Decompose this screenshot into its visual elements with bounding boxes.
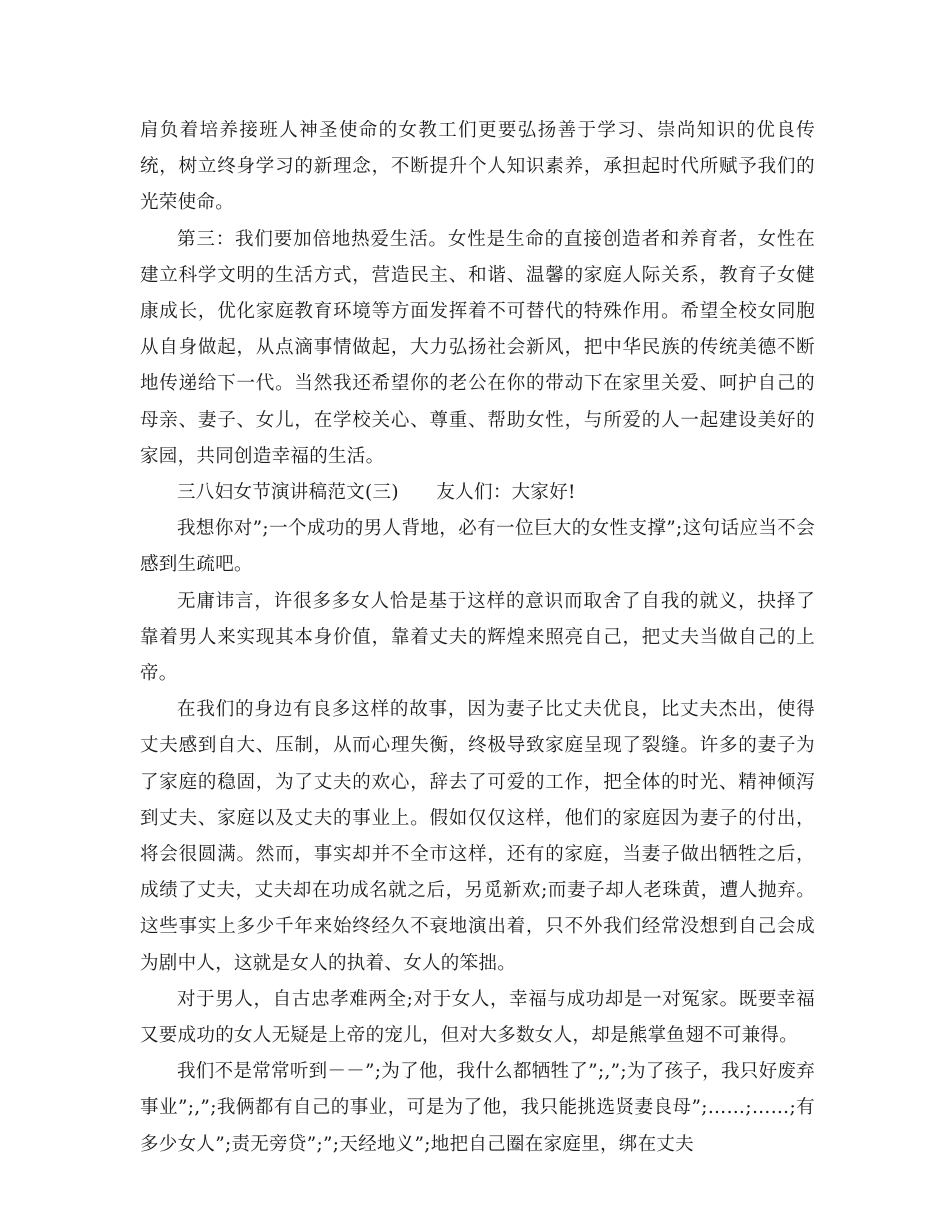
paragraph-6: 在我们的身边有良多这样的故事，因为妻子比丈夫优良，比丈夫杰出，使得丈夫感到自大、压制，从而心理失衡，终极导致家庭呈现了裂缝。许多的妻子为了家庭的稳固，为了丈夫的欢心，辞去了可爱的工作，把全体的时光、精神倾泻到丈夫、家庭以及丈夫的事业上。假如仅仅这样，他们的家庭因为妻子的付出，将会很圆满。然而，事实却并不全市这样，还有的家庭，当妻子做出牺牲之后，成绩了丈夫，丈夫却在功成名就之后，另觅新欢;而妻子却人老珠黄，遭人抛弃。这些事实上多少千年来始终经久不衰地演出着，只不外我们经常没想到自己会成为剧中人，这就是女人的执着、女人的笨拙。 [140, 699, 815, 974]
speech-heading: 三八妇女节演讲稿范文(三) 友人们：大家好! [177, 482, 576, 504]
document-body [140, 113, 815, 1163]
paragraph-7: 对于男人，自古忠孝难两全;对于女人，幸福与成功却是一对冤家。既要幸福又要成功的女人无疑是上帝的宠儿，但对大多数女人，却是熊掌鱼翅不可兼得。 [140, 988, 815, 1047]
paragraph-4: 我想你对”;一个成功的男人背地，必有一位巨大的女性支撑”;这句话应当不会感到生疏吧。 [140, 518, 815, 576]
paragraph-5: 无庸讳言，许很多多女人恰是基于这样的意识而取舍了自我的就义，抉择了靠着男人来实现其本身价值，靠着丈夫的辉煌来照亮自己，把丈夫当做自己的上帝。 [140, 590, 815, 685]
paragraph-2: 第三：我们要加倍地热爱生活。女性是生命的直接创造者和养育者，女性在建立科学文明的生活方式，营造民主、和谐、温馨的家庭人际关系，教育子女健康成长，优化家庭教育环境等方面发挥着不可替代的特殊作用。希望全校女同胞从自身做起，从点滴事情做起，大力弘扬社会新风，把中华民族的传统美德不断地传递给下一代。当然我还希望你的老公在你的带动下在家里关爱、呵护自己的母亲、妻子、女儿，在学校关心、尊重、帮助女性，与所爱的人一起建设美好的家园，共同创造幸福的生活。 [140, 228, 815, 467]
paragraph-8: 我们不是常常听到－－”;为了他，我什么都牺牲了”;,”;为了孩子，我只好废弃事业”;,”;我俩都有自己的事业，可是为了他，我只能挑选贤妻良母”;……;……;有多少女人”;责无旁贷”;”;天经地义”;地把自己圈在家庭里，绑在丈夫 [140, 1061, 815, 1155]
paragraph-1: 肩负着培养接班人神圣使命的女教工们更要弘扬善于学习、崇尚知识的优良传统，树立终身学习的新理念，不断提升个人知识素养，承担起时代所赋予我们的光荣使命。 [140, 120, 815, 214]
